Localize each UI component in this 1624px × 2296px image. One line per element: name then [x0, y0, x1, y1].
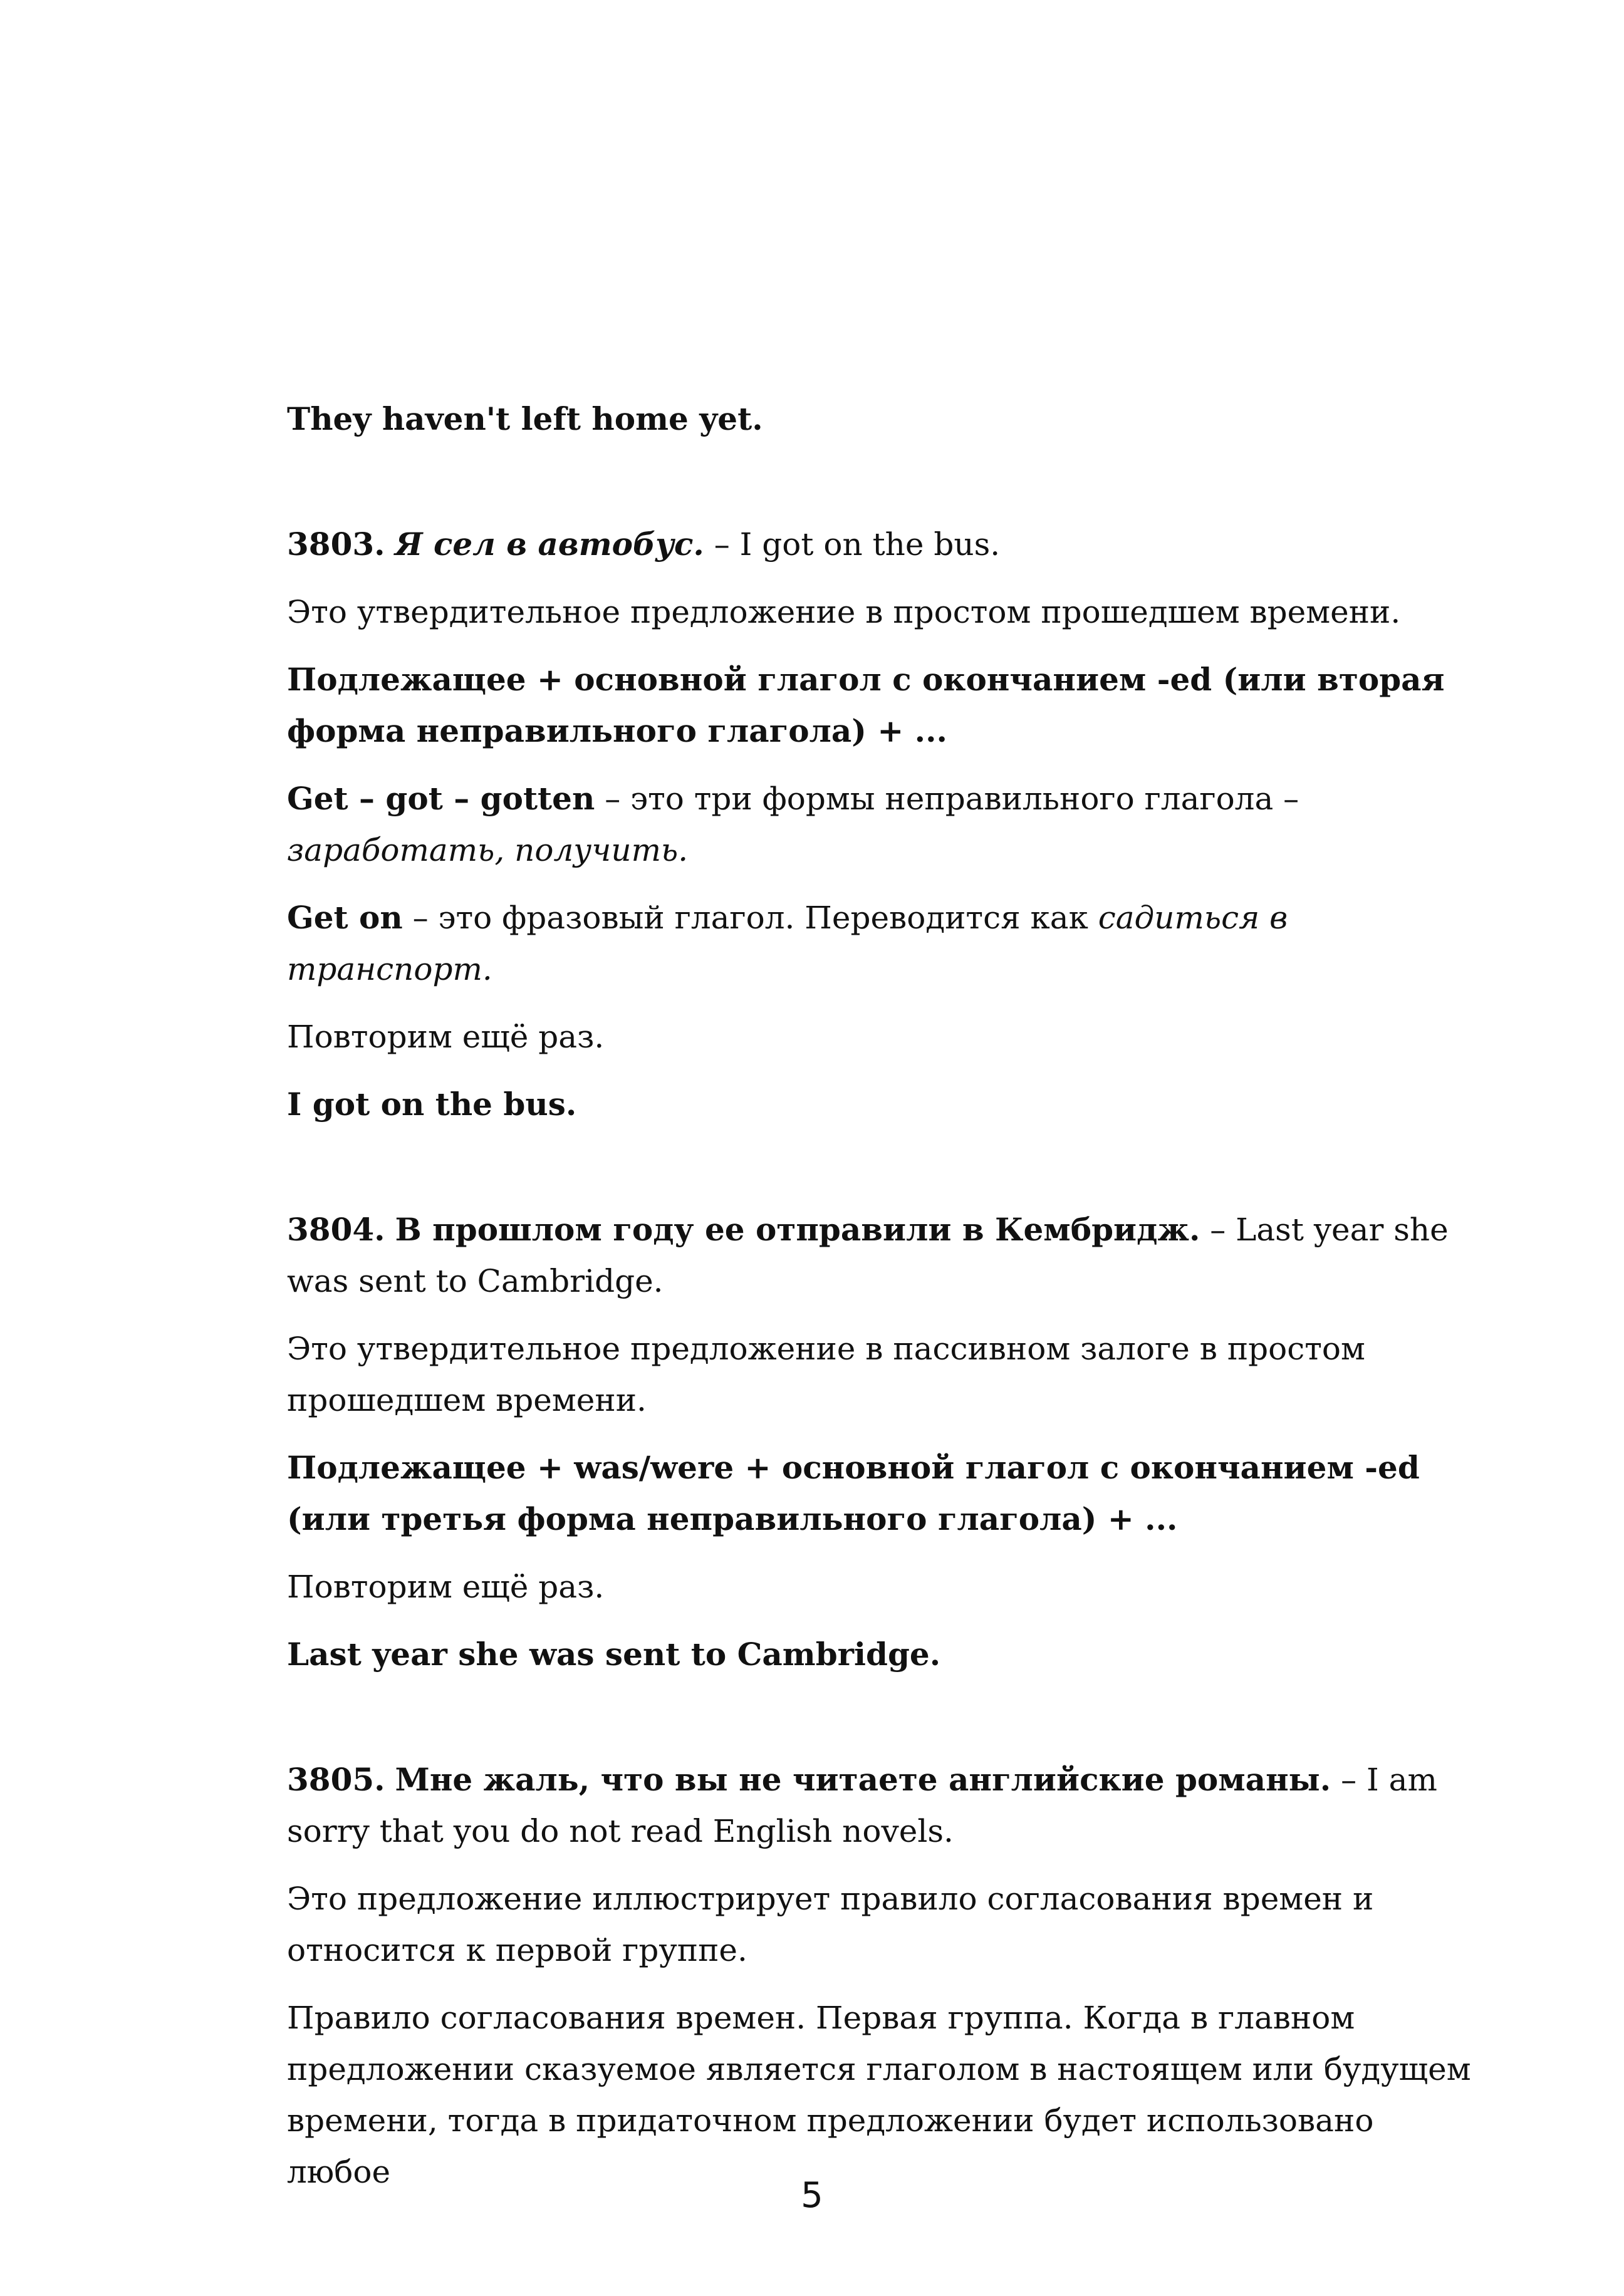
entry-3803-heading	[287, 519, 1477, 570]
page-number: 5	[801, 2175, 823, 2216]
dash-separator: –	[1200, 1212, 1236, 1248]
intro-line: They haven't left home yet.	[287, 400, 763, 437]
note-translation: садиться в транспорт.	[287, 900, 1288, 987]
entry-number: 3805.	[287, 1761, 385, 1798]
entry-3804-description: Это утвердительное предложение в пассивном залоге в простом прошедшем времени.	[287, 1331, 1365, 1418]
verb-forms: Get – got – gotten	[287, 780, 595, 817]
note-translation: заработать, получить.	[287, 832, 689, 868]
entry-number: 3803.	[287, 526, 385, 563]
entry-3804-repeat: Повторим ещё раз.	[287, 1569, 605, 1605]
entry-3804-answer: Last year she was sent to Cambridge.	[287, 1636, 941, 1673]
entry-3803-note-phrasal	[287, 892, 1477, 995]
entry-3803-repeat: Повторим ещё раз.	[287, 1019, 605, 1055]
dash-separator: –	[1331, 1762, 1367, 1798]
entry-number: 3804.	[287, 1211, 385, 1248]
entry-3805-heading	[287, 1754, 1477, 1857]
entry-3804-heading	[287, 1204, 1477, 1307]
russian-sentence: Я сел в автобус.	[395, 526, 704, 563]
page-content	[287, 393, 1477, 2214]
note-text: – это три формы неправильного глагола –	[595, 781, 1299, 817]
note-text: – это фразовый глагол. Переводится как	[402, 900, 1098, 936]
entry-3804-formula: Подлежащее + was/were + основной глагол с окончанием -ed (или третья форма неправильного глагола) + ...	[287, 1449, 1420, 1537]
entry-3805-description: Это предложение иллюстрирует правило согласования времен и относится к первой группе.	[287, 1881, 1374, 1968]
entry-3803-formula: Подлежащее + основной глагол с окончанием -ed (или вторая форма неправильного глагола) + ...	[287, 661, 1445, 749]
russian-sentence: В прошлом году ее отправили в Кембридж.	[395, 1211, 1200, 1248]
russian-sentence: Мне жаль, что вы не читаете английские романы.	[395, 1761, 1331, 1798]
entry-3805-rule: Правило согласования времен. Первая группа. Когда в главном предложении сказуемое является глаголом в настоящем или будущем времени, тогда в придаточном предложении будет использовано любое	[287, 2000, 1471, 2190]
entry-3803-description: Это утвердительное предложение в простом прошедшем времени.	[287, 594, 1401, 630]
english-sentence: Last year she was sent to Cambridge.	[287, 1212, 1449, 1299]
phrasal-verb: Get on	[287, 899, 403, 936]
entry-3803-answer: I got on the bus.	[287, 1086, 577, 1123]
entry-3803-note-forms	[287, 773, 1477, 876]
english-sentence: I got on the bus.	[739, 526, 1001, 563]
english-sentence: I am sorry that you do not read English novels.	[287, 1762, 1437, 1849]
dash-separator: –	[704, 526, 740, 563]
